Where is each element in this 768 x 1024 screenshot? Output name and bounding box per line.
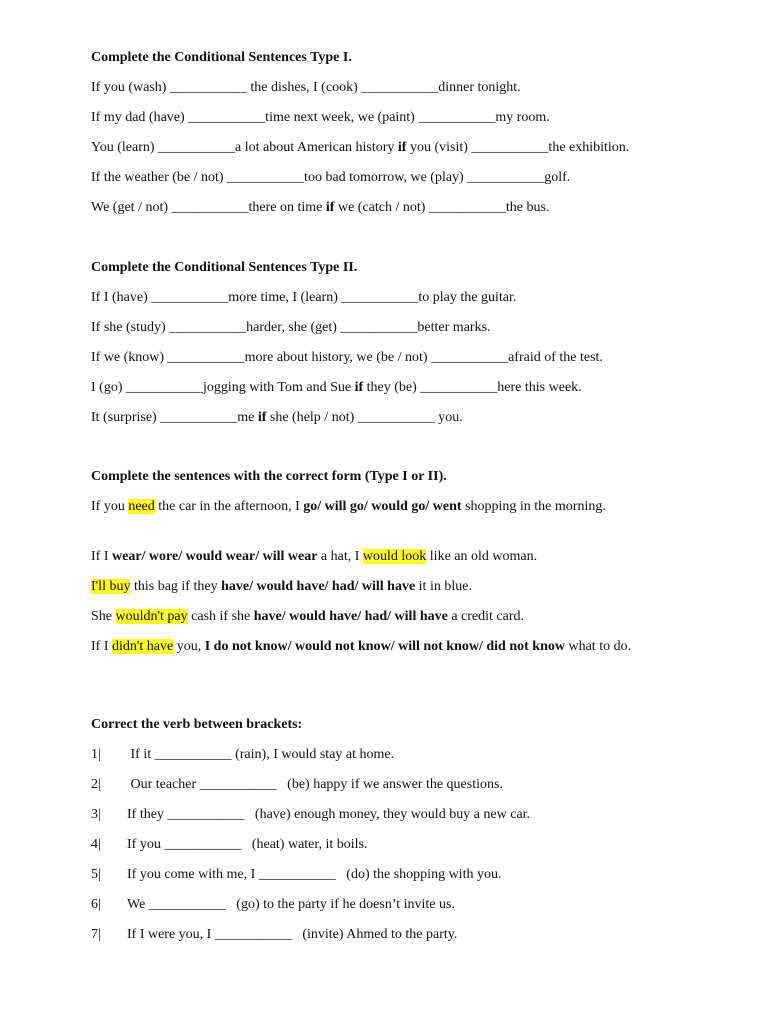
sentence: I'll buy this bag if they have/ would have/ had/ will have it in blue.: [91, 579, 472, 594]
sentence: It (surprise) ___________me if she (help / not) ___________ you.: [91, 410, 463, 425]
sentence: If you need the car in the afternoon, I go/ will go/ would go/ went shopping in the morning.: [91, 499, 606, 514]
sentence: If she (study) ___________harder, she (get) ___________better marks.: [91, 320, 491, 335]
sentence: If I (have) ___________more time, I (learn) ___________to play the guitar.: [91, 290, 517, 305]
sentence: I (go) ___________jogging with Tom and Sue if they (be) ___________here this week.: [91, 380, 582, 395]
sentence: You (learn) ___________a lot about American history if you (visit) ___________the exhibition.: [91, 140, 630, 155]
sentence: If the weather (be / not) ___________too bad tomorrow, we (play) ___________golf.: [91, 170, 571, 185]
section-heading: Correct the verb between brackets:: [91, 717, 303, 732]
sentence: If I didn't have you, I do not know/ would not know/ will not know/ did not know what to do.: [91, 639, 632, 654]
numbered-item: 3| If they ___________ (have) enough money, they would buy a new car.: [91, 807, 531, 822]
section-heading: Complete the Conditional Sentences Type II.: [91, 260, 358, 275]
sentence: If my dad (have) ___________time next week, we (paint) ___________my room.: [91, 110, 550, 125]
section-heading: Complete the Conditional Sentences Type I.: [91, 50, 352, 65]
sentence: If we (know) ___________more about history, we (be / not) ___________afraid of the test.: [91, 350, 603, 365]
section-heading: Complete the sentences with the correct form (Type I or II).: [91, 469, 447, 484]
numbered-item: 1| If it ___________ (rain), I would stay at home.: [91, 747, 395, 762]
numbered-item: 6| We ___________ (go) to the party if he doesn’t invite us.: [91, 897, 455, 912]
numbered-item: 2| Our teacher ___________ (be) happy if we answer the questions.: [91, 777, 503, 792]
sentence: If you (wash) ___________ the dishes, I (cook) ___________dinner tonight.: [91, 80, 521, 95]
numbered-item: 4| If you ___________ (heat) water, it boils.: [91, 837, 368, 852]
numbered-item: 7| If I were you, I ___________ (invite) Ahmed to the party.: [91, 927, 458, 942]
sentence: We (get / not) ___________there on time if we (catch / not) ___________the bus.: [91, 200, 550, 215]
numbered-item: 5| If you come with me, I ___________ (do) the shopping with you.: [91, 867, 502, 882]
sentence: If I wear/ wore/ would wear/ will wear a hat, I would look like an old woman.: [91, 549, 538, 564]
sentence: She wouldn't pay cash if she have/ would have/ had/ will have a credit card.: [91, 609, 525, 624]
